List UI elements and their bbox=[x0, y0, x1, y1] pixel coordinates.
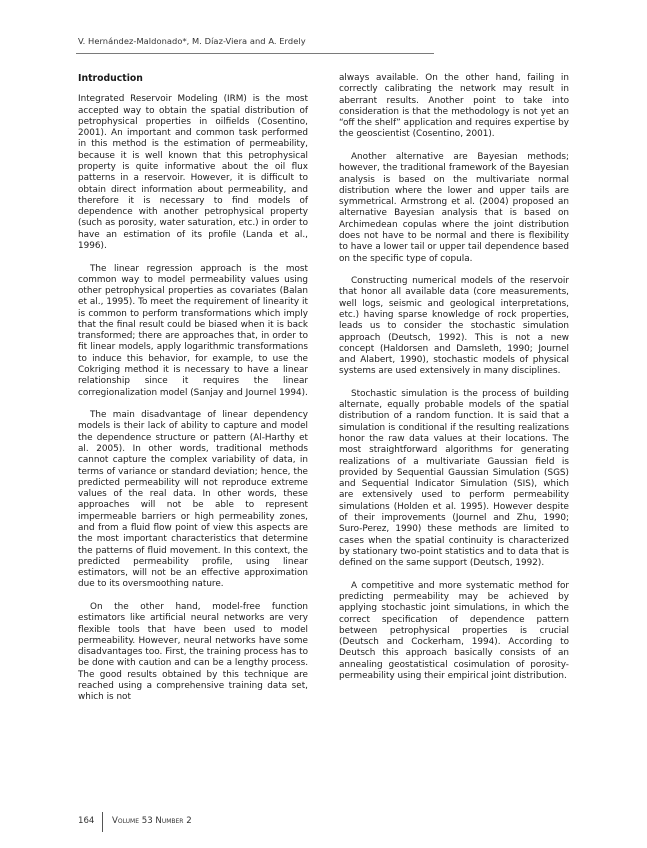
paragraph: The linear regression approach is the most common way to model permeability values using other petrophysical properties as covariates (Balan et al., 1995). To meet the requirement of linearity it is common to perform transformations which imply that the final result could be biased when it is back transformed; there are approaches that, in order to fit linear models, apply logarithmic transformations to induce this behavior, for example, to use the Cokriging method it is necessary to have a linear relationship since it requires the linear corregionalization model (Sanjay and Journel 1994). bbox=[78, 263, 308, 398]
right-column bbox=[339, 73, 569, 694]
footer-divider bbox=[102, 812, 103, 832]
paragraph: The main disadvantage of linear dependency models is their lack of ability to capture and model the dependence structure or pattern (Al-Harthy et al. 2005). In other words, traditional methods cannot capture the complex variability of data, in terms of variance or standard deviation; hence, the predicted permeability will not reproduce extreme values of the real data. In other words, these approaches will not be able to represent impermeable barriers or high permeability zones, and from a fluid flow point of view this aspects are the most important characteristics that determine the patterns of fluid movement. In this context, the predicted permeability profile, using linear estimators, will not be an effective approximation due to its oversmoothing nature. bbox=[78, 410, 308, 590]
paragraph: On the other hand, model-free function estimators like artificial neural networks are very flexible tools that have been used to model permeability. However, neural networks have some disadvantages too. First, the training process has to be done with caution and can be a lengthy process. The good results obtained by this technique are reached using a comprehensive training data set, which is not bbox=[78, 601, 308, 703]
page-number: 164 bbox=[78, 816, 95, 826]
paragraph: always available. On the other hand, failing in correctly calibrating the network may result in aberrant results. Another point to take into consideration is that the methodology is not yet an “off the shelf” application and requires expertise by the geoscientist (Cosentino, 2001). bbox=[339, 73, 569, 140]
volume-label: Volume 53 Number 2 bbox=[112, 816, 192, 826]
paragraph: Constructing numerical models of the reservoir that honor all available data (core measurements, well logs, seismic and geological interpretations, etc.) having sparse knowledge of rock properties, leads us to consider the stochastic simulation approach (Deutsch, 1992). This is not a new concept (Haldorsen and Damsleth, 1990; Journel and Alabert, 1990), stochastic models of physical systems are used extensively in many disciplines. bbox=[339, 276, 569, 377]
paragraph: Another alternative are Bayesian methods; however, the traditional framework of the Bayesian analysis is based on the multivariate normal distribution where the lower and upper tails are symmetrical. Armstrong et al. (2004) proposed an alternative Bayesian analysis that is based on Archimedean copulas where the joint distribution does not have to be normal and there is flexibility to have a lower tail or upper tail dependence based on the specific type of copula. bbox=[339, 151, 569, 264]
paragraph: A competitive and more systematic method for predicting permeability may be achieved by applying stochastic joint simulations, in which the correct specification of dependence pattern between petrophysical properties is crucial (Deutsch and Cockerham, 1994). According to Deutsch this approach basically consists of an annealing geostatistical cosimulation of porosity-permeability using their empirical joint distribution. bbox=[339, 580, 569, 681]
header-divider bbox=[76, 53, 434, 54]
paragraph: Integrated Reservoir Modeling (IRM) is the most accepted way to obtain the spatial distribution of petrophysical properties in oilfields (Cosentino, 2001). An important and common task performed in this method is the estimation of permeability, because it is well known that this petrophysical property is quite informative about the oil flux patterns in a reservoir. However, it is difficult to obtain direct information about permeability, and therefore it is necessary to find models of dependence with another petrophysical property (such as porosity, water saturation, etc.) in order to have an estimation of its profile (Landa et al., 1996). bbox=[78, 94, 308, 251]
running-head: V. Hernández-Maldonado*, M. Díaz-Viera and A. Erdely bbox=[78, 36, 306, 46]
paragraph: Stochastic simulation is the process of building alternate, equally probable models of the spatial distribution of a random function. It is said that a simulation is conditional if the resulting realizations honor the raw data values at their locations. The most straightforward algorithms for generating realizations of a multivariate Gaussian field is provided by Sequential Gaussian Simulation (SGS) and Sequential Indicator Simulation (SIS), which are extensively used to perform permeability simulations (Holden et al. 1995). However despite of their improvements (Journel and Zhu, 1990; Suro-Perez, 1990) these methods are limited to cases when the spatial continuity is characterized by stationary two-point statistics and to data that is defined on the same support (Deutsch, 1992). bbox=[339, 388, 569, 569]
section-title: Introduction bbox=[78, 73, 143, 84]
left-column bbox=[78, 73, 308, 715]
